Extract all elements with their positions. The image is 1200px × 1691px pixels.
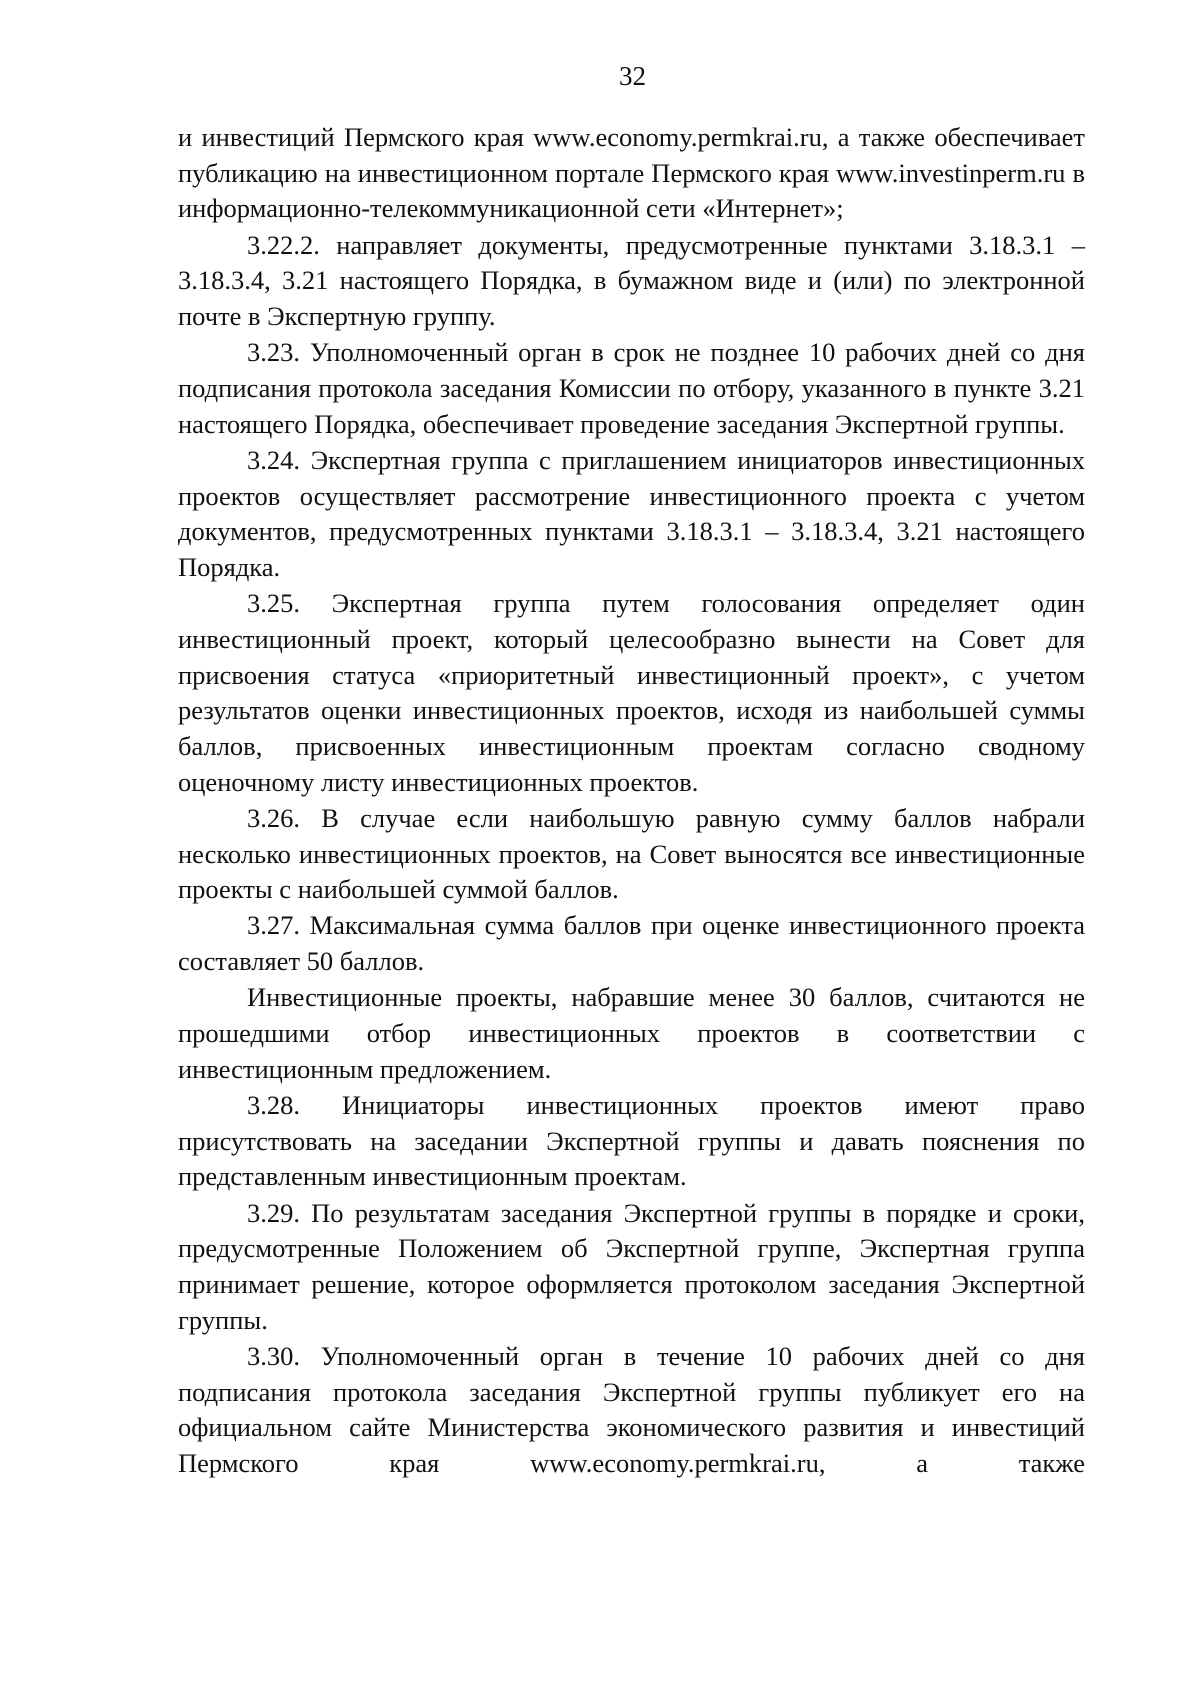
paragraph-3-25: 3.25. Экспертная группа путем голосования определяет один инвестиционный проект, который целесообразно вынести на Совет для присвоения статуса «приоритетный инвестиционный проект», с учетом результатов оценки инвестиционных проектов, исходя из наибольшей суммы баллов, присвоенных инвестиционным проектам согласно сводному оценочному листу инвестиционных проектов. [178, 588, 1085, 797]
paragraph-continuation: и инвестиций Пермского края www.economy.permkrai.ru, а также обеспечивает публикацию на инвестиционном портале Пермского края www.investinperm.ru в информационно-телекоммуникационной сети «Интернет»; [178, 122, 1085, 224]
paragraph-3-23: 3.23. Уполномоченный орган в срок не позднее 10 рабочих дней со дня подписания протокола заседания Комиссии по отбору, указанного в пункте 3.21 настоящего Порядка, обеспечивает проведение заседания Экспертной группы. [178, 337, 1085, 439]
paragraph-3-24: 3.24. Экспертная группа с приглашением инициаторов инвестиционных проектов осуществляет рассмотрение инвестиционного проекта с учетом документов, предусмотренных пунктами 3.18.3.1 – 3.18.3.4, 3.21 настоящего Порядка. [178, 444, 1085, 582]
paragraph-3-28: 3.28. Инициаторы инвестиционных проектов имеют право присутствовать на заседании Экспертной группы и давать пояснения по представленным инвестиционным проектам. [178, 1089, 1085, 1192]
paragraph-3-26: 3.26. В случае если наибольшую равную сумму баллов набрали несколько инвестиционных проектов, на Совет выносятся все инвестиционные проекты с наибольшей суммой баллов. [178, 802, 1085, 905]
paragraph-3-27: 3.27. Максимальная сумма баллов при оценке инвестиционного проекта составляет 50 баллов. [178, 910, 1085, 977]
paragraph-3-22-2: 3.22.2. направляет документы, предусмотренные пунктами 3.18.3.1 – 3.18.3.4, 3.21 настоящего Порядка, в бумажном виде и (или) по электронной почте в Экспертную группу. [178, 229, 1085, 332]
document-body [178, 120, 1085, 1482]
paragraph-3-29: 3.29. По результатам заседания Экспертной группы в порядке и сроки, предусмотренные Положением об Экспертной группе, Экспертная группа принимает решение, которое оформляется протоколом заседания Экспертной группы. [178, 1197, 1085, 1335]
page-number: 32 [619, 61, 646, 91]
paragraph-3-30: 3.30. Уполномоченный орган в течение 10 рабочих дней со дня подписания протокола заседания Экспертной группы публикует его на официальном сайте Министерства экономического развития и инвестиций Пермского края www.economy.permkrai.ru, а также [178, 1340, 1085, 1479]
paragraph-3-27-scoring: Инвестиционные проекты, набравшие менее 30 баллов, считаются не прошедшими отбор инвестиционных проектов в соответствии с инвестиционным предложением. [178, 982, 1085, 1084]
